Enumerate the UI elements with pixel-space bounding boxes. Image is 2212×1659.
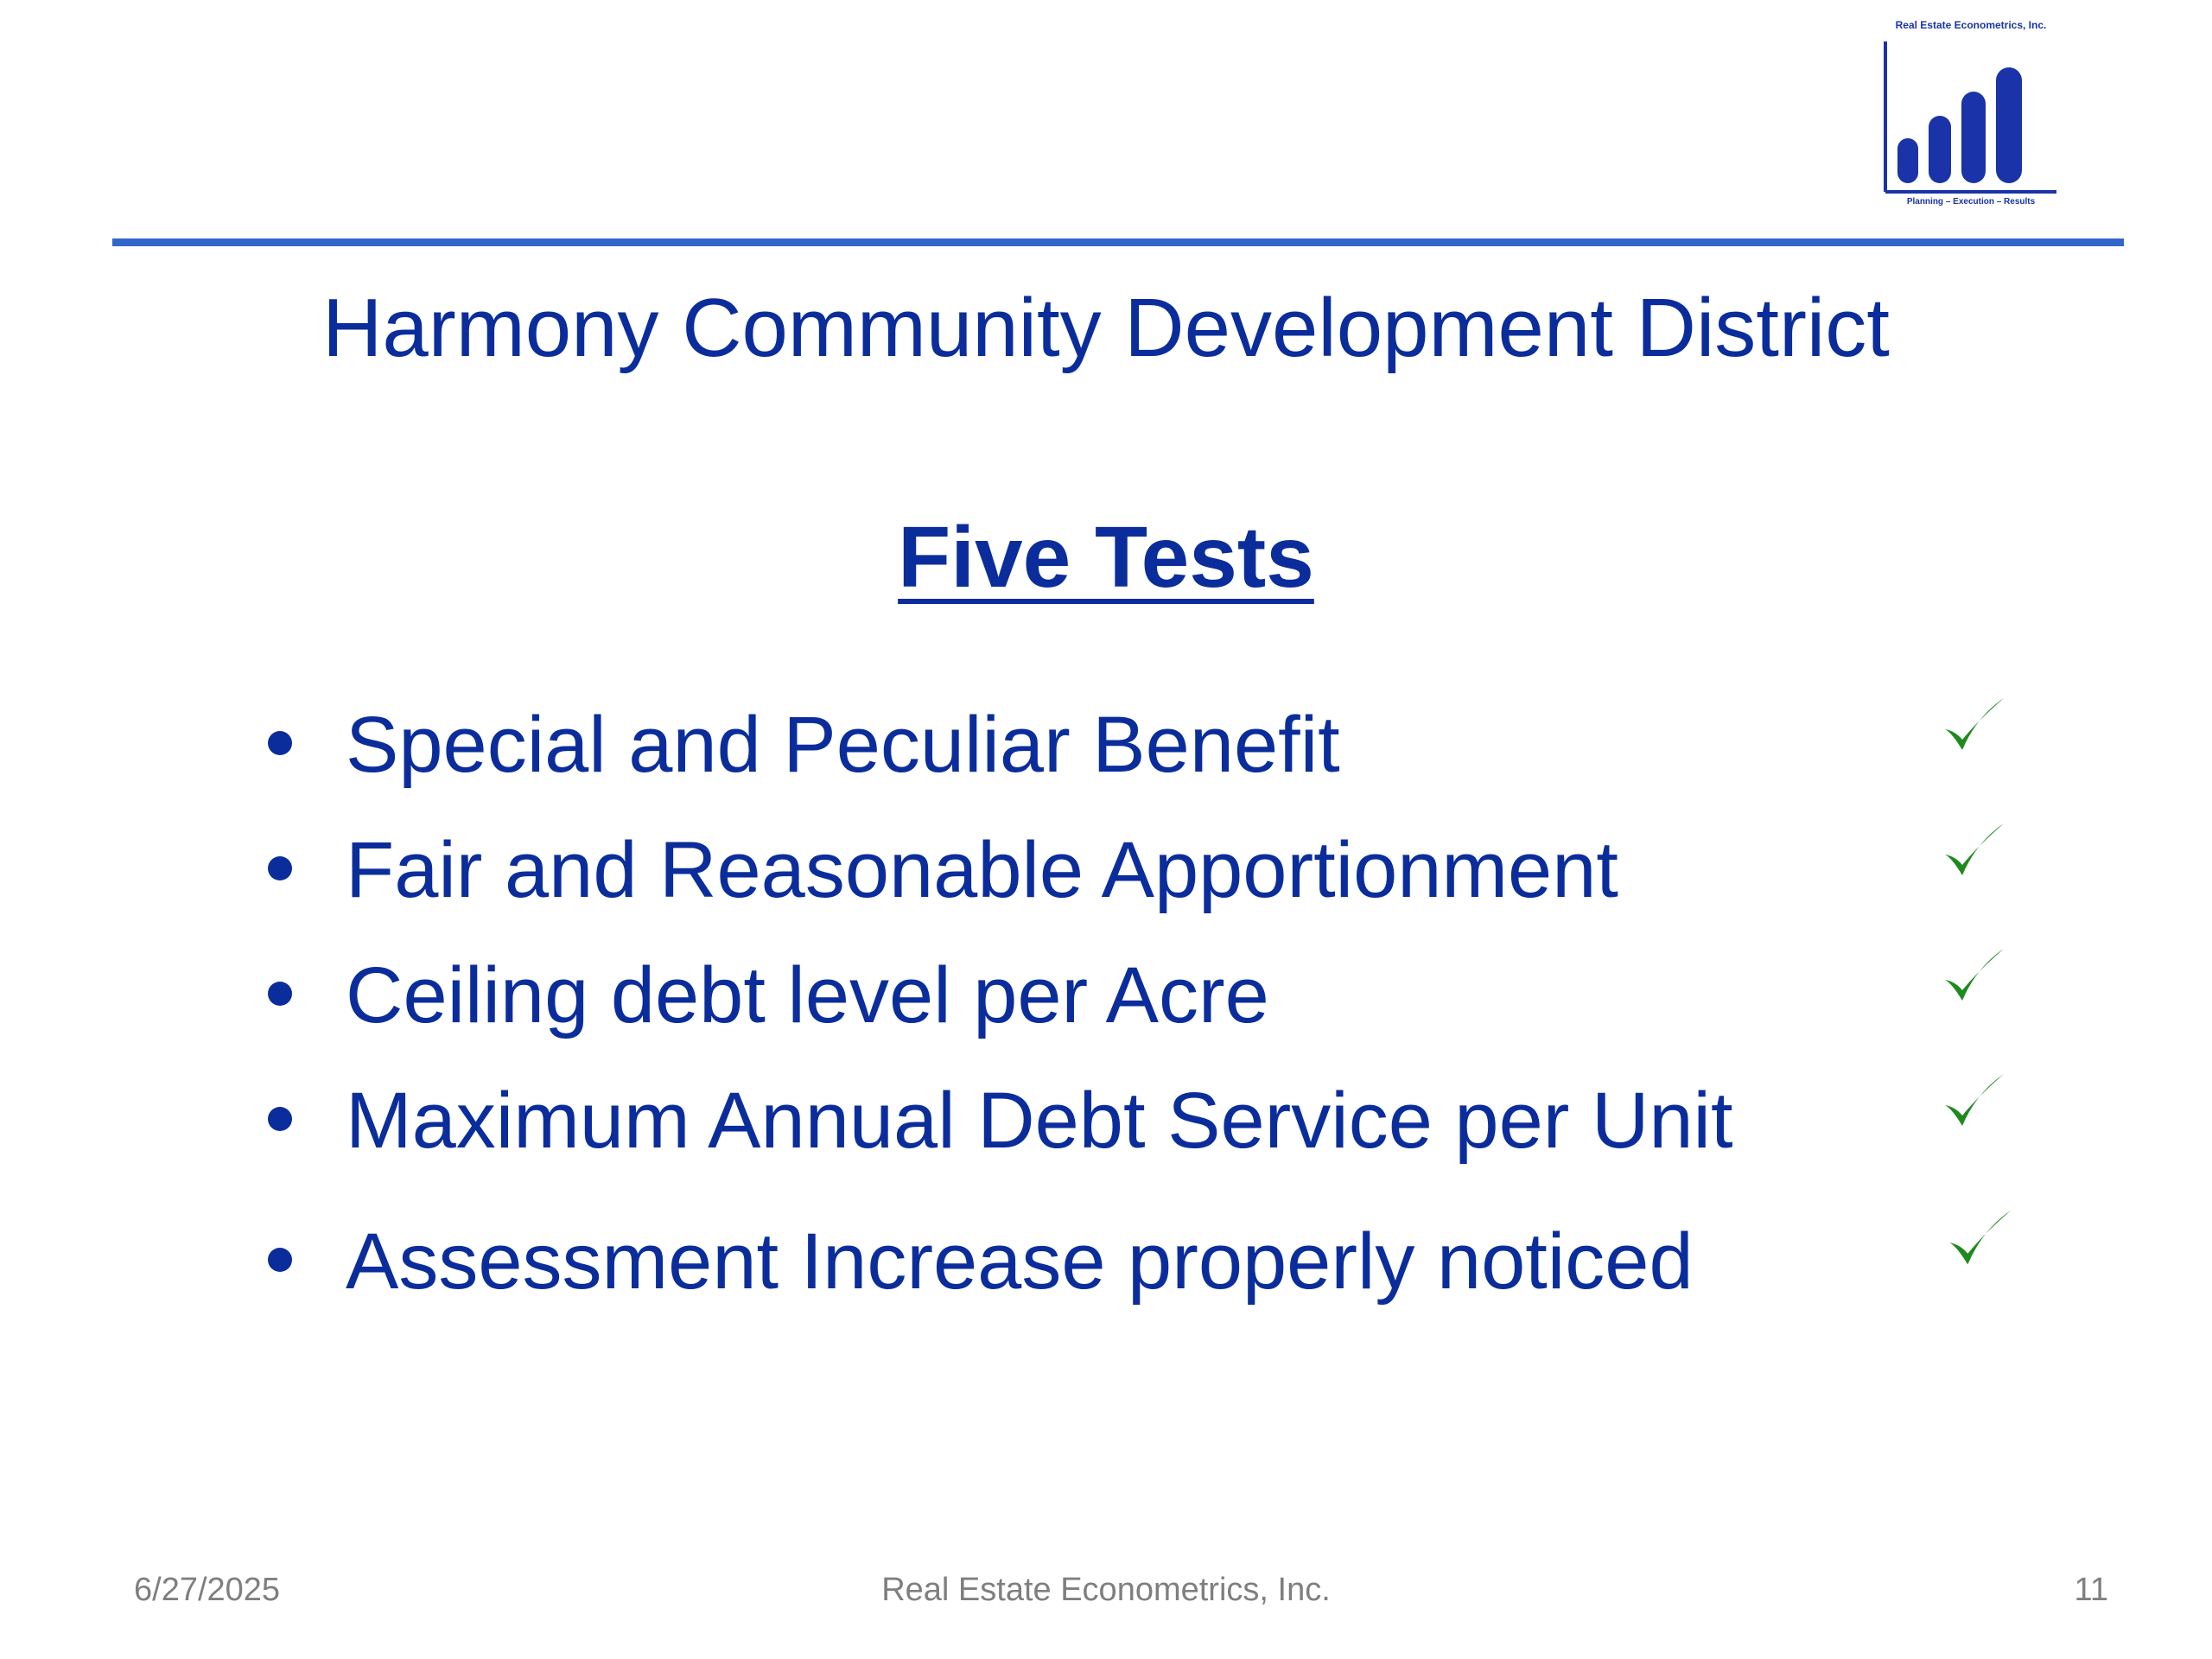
logo-company-name: Real Estate Econometrics, Inc.: [1895, 19, 2047, 31]
check-icon: [1940, 691, 2009, 760]
list-item: [268, 952, 2082, 1056]
list-item-text: Assessment Increase properly noticed: [346, 1217, 1694, 1306]
list-item: [268, 1077, 2082, 1181]
check-icon: [1944, 1203, 2017, 1275]
list-item-text: Special and Peculiar Benefit: [346, 701, 1340, 789]
footer-company: Real Estate Econometrics, Inc.: [881, 1572, 1331, 1608]
check-icon: [1940, 817, 2009, 886]
logo-tagline: Planning – Execution – Results: [1906, 197, 2036, 207]
check-icon: [1940, 942, 2009, 1011]
list-item: [268, 702, 2082, 805]
bullet-icon: [268, 1248, 292, 1272]
bullet-icon: [268, 1107, 292, 1131]
slide-title: Harmony Community Development District: [322, 282, 1890, 374]
list-item-text: Maximum Annual Debt Service per Unit: [346, 1077, 1733, 1165]
list-item: [268, 827, 2082, 931]
bullet-icon: [268, 856, 292, 880]
bullet-icon: [268, 982, 292, 1006]
list-item-text: Fair and Reasonable Apportionment: [346, 826, 1618, 914]
list-item: [268, 1218, 2082, 1322]
check-icon: [1940, 1067, 2009, 1136]
footer-date: 6/27/2025: [134, 1572, 281, 1608]
subtitle-text: Five Tests: [898, 509, 1314, 606]
footer-page-number: 11: [2074, 1572, 2108, 1608]
bullet-icon: [268, 731, 292, 755]
list-item-text: Ceiling debt level per Acre: [346, 951, 1269, 1039]
